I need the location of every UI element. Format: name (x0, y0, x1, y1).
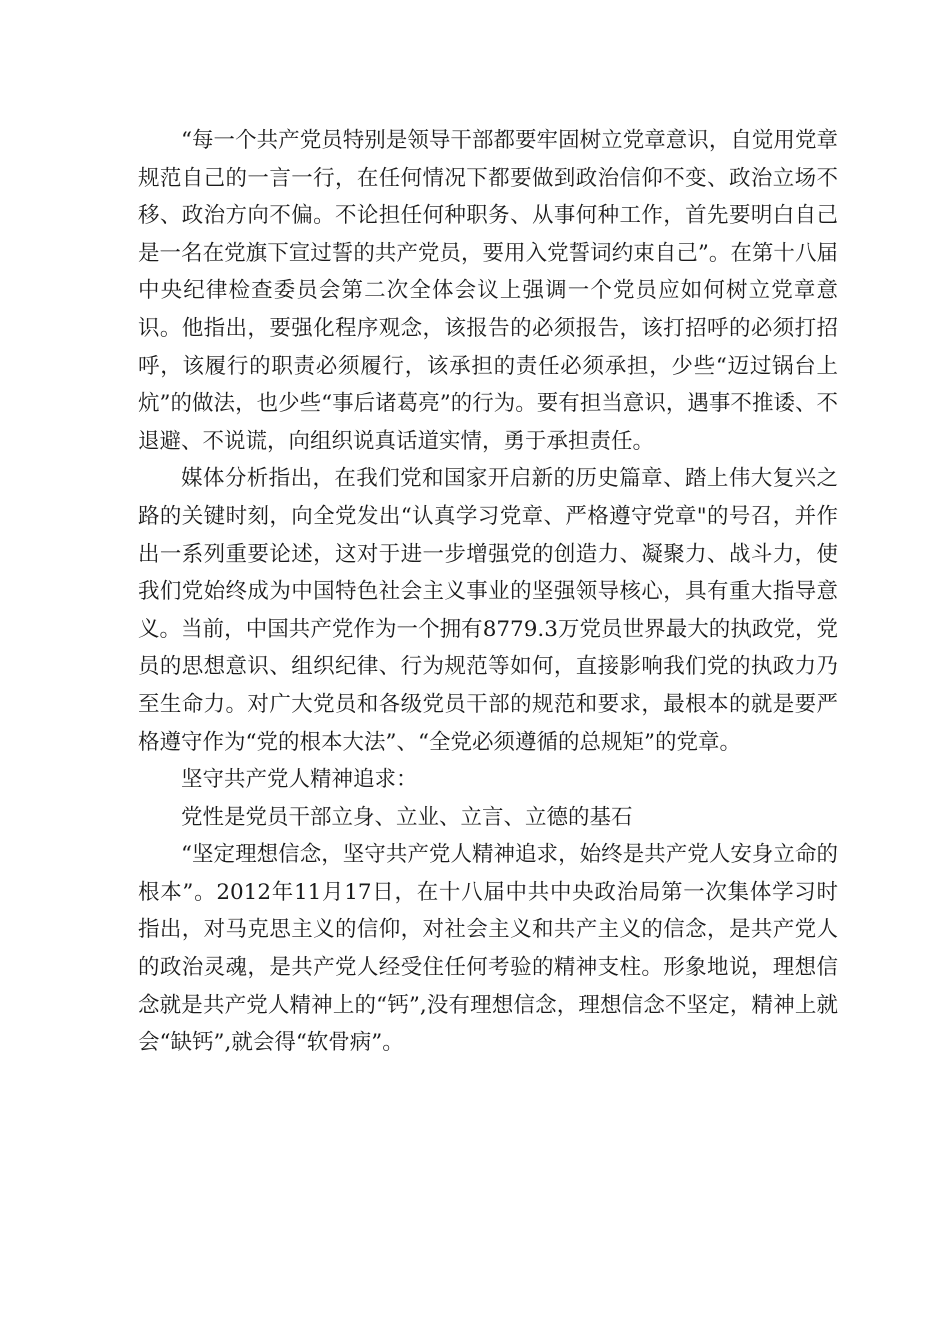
document-body (138, 122, 838, 1062)
section-subheading: 党性是党员干部立身、立业、立言、立德的基石 (181, 804, 633, 830)
section-heading: 坚守共产党人精神追求： (181, 767, 418, 793)
paragraph-media-analysis: 媒体分析指出，在我们党和国家开启新的历史篇章、踏上伟大复兴之路的关键时刻，向全党发出“认真学习党章、严格遵守党章"的号召，并作出一系列重要论述，这对于进一步增强党的创造力、凝聚力、战斗力，使我们党始终成为中国特色社会主义事业的坚强领导核心，具有重大指导意义。当前，中国共产党作为一个拥有8779.3万党员世界最大的执政党，党员的思想意识、组织纪律、行为规范等如何，直接影响我们党的执政力乃至生命力。对广大党员和各级党员干部的规范和要求，最根本的就是要严格遵守作为“党的根本大法”、“全党必须遵循的总规矩”的党章。 (138, 466, 838, 755)
paragraph-party-constitution-awareness: “每一个共产党员特别是领导干部都要牢固树立党章意识，自觉用党章规范自己的一言一行，在任何情况下都要做到政治信仰不变、政治立场不移、政治方向不偏。不论担任何种职务、从事何种工作，首先要明白自己是一名在党旗下宣过誓的共产党员，要用入党誓词约束自己”。在第十八届中央纪律检查委员会第二次全体会议上强调一个党员应如何树立党章意识。他指出，要强化程序观念，该报告的必须报告，该打招呼的必须打招呼，该履行的职责必须履行，该承担的责任必须承担，少些“迈过锅台上炕”的做法，也少些“事后诸葛亮”的行为。要有担当意识，遇事不推诿、不退避、不说谎，向组织说真话道实情，勇于承担责任。 (138, 128, 838, 454)
paragraph-ideals-and-beliefs: “坚定理想信念，坚守共产党人精神追求，始终是共产党人安身立命的根本”。2012年11月17日，在十八届中共中央政治局第一次集体学习时指出，对马克思主义的信仰，对社会主义和共产主义的信念，是共产党人的政治灵魂，是共产党人经受住任何考验的精神支柱。形象地说，理想信念就是共产党人精神上的“钙”,没有理想信念，理想信念不坚定，精神上就会“缺钙”,就会得“软骨病”。 (138, 842, 838, 1056)
